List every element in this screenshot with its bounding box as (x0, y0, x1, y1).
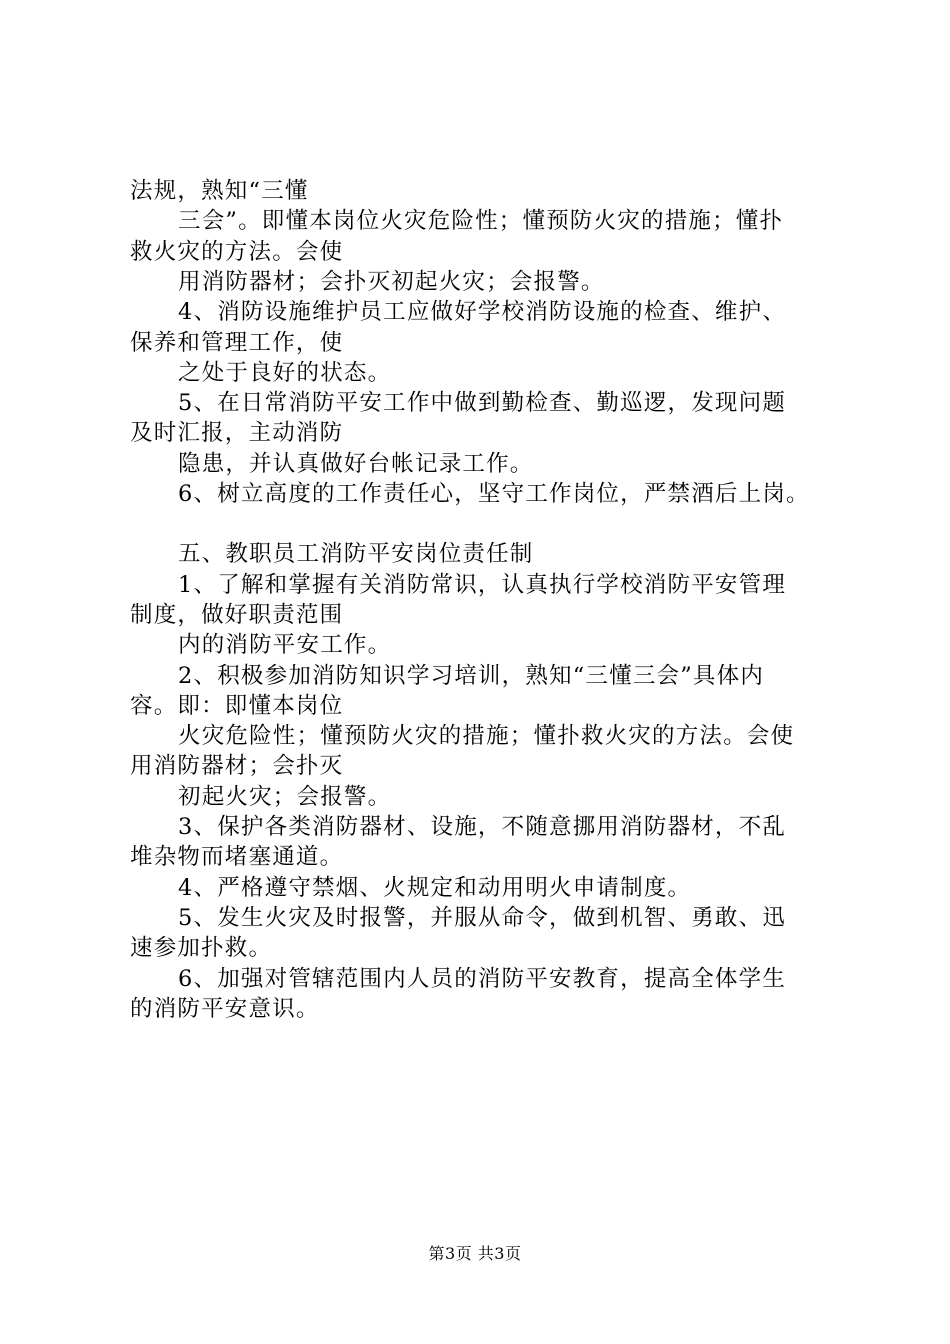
text-line: 1、了解和掌握有关消防常识，认真执行学校消防平安管理 (178, 571, 787, 598)
text-line: 火灾危险性；懂预防火灾的措施；懂扑救火灾的方法。会使 (178, 723, 795, 750)
text-line: 制度，做好职责范围 (130, 601, 344, 628)
text-line: 救火灾的方法。会使 (130, 238, 344, 265)
text-line: 初起火灾；会报警。 (178, 783, 392, 810)
text-line: 用消防器材；会扑灭初起火灾；会报警。 (178, 268, 605, 295)
text-line: 堆杂物而堵塞通道。 (130, 844, 344, 871)
text-line: 保养和管理工作，使 (130, 329, 344, 356)
page-footer: 第3页 共3页 (428, 1244, 522, 1263)
text-line: 内的消防平安工作。 (178, 632, 392, 659)
text-line: 的消防平安意识。 (130, 995, 320, 1022)
text-line: 用消防器材；会扑灭 (130, 753, 344, 780)
text-line: 三会”。即懂本岗位火灾危险性；懂预防火灾的措施；懂扑 (178, 208, 784, 235)
text-line: 5、在日常消防平安工作中做到勤检查、勤巡逻，发现问题 (178, 390, 787, 417)
text-line: 及时汇报，主动消防 (130, 420, 344, 447)
text-line: 速参加扑救。 (130, 935, 273, 962)
text-line: 6、树立高度的工作责任心，坚守工作岗位，严禁酒后上岗。 (178, 481, 810, 507)
text-line: 6、加强对管辖范围内人员的消防平安教育，提高全体学生 (178, 965, 787, 992)
text-line: 4、消防设施维护员工应做好学校消防设施的检查、维护、 (178, 299, 787, 326)
text-line: 5、发生火灾及时报警，并服从命令，做到机智、勇敢、迅 (178, 904, 787, 931)
text-line: 五、教职员工消防平安岗位责任制 (178, 541, 534, 568)
text-line: 隐患，并认真做好台帐记录工作。 (178, 450, 534, 477)
text-line: 4、严格遵守禁烟、火规定和动用明火申请制度。 (178, 874, 692, 901)
text-line: 之处于良好的状态。 (178, 359, 392, 386)
text-line: 法规，熟知“三懂 (130, 178, 309, 204)
text-line: 容。即：即懂本岗位 (130, 692, 344, 719)
text-line: 2、积极参加消防知识学习培训，熟知“三懂三会”具体内 (178, 662, 765, 689)
text-line: 3、保护各类消防器材、设施，不随意挪用消防器材，不乱 (178, 814, 787, 840)
